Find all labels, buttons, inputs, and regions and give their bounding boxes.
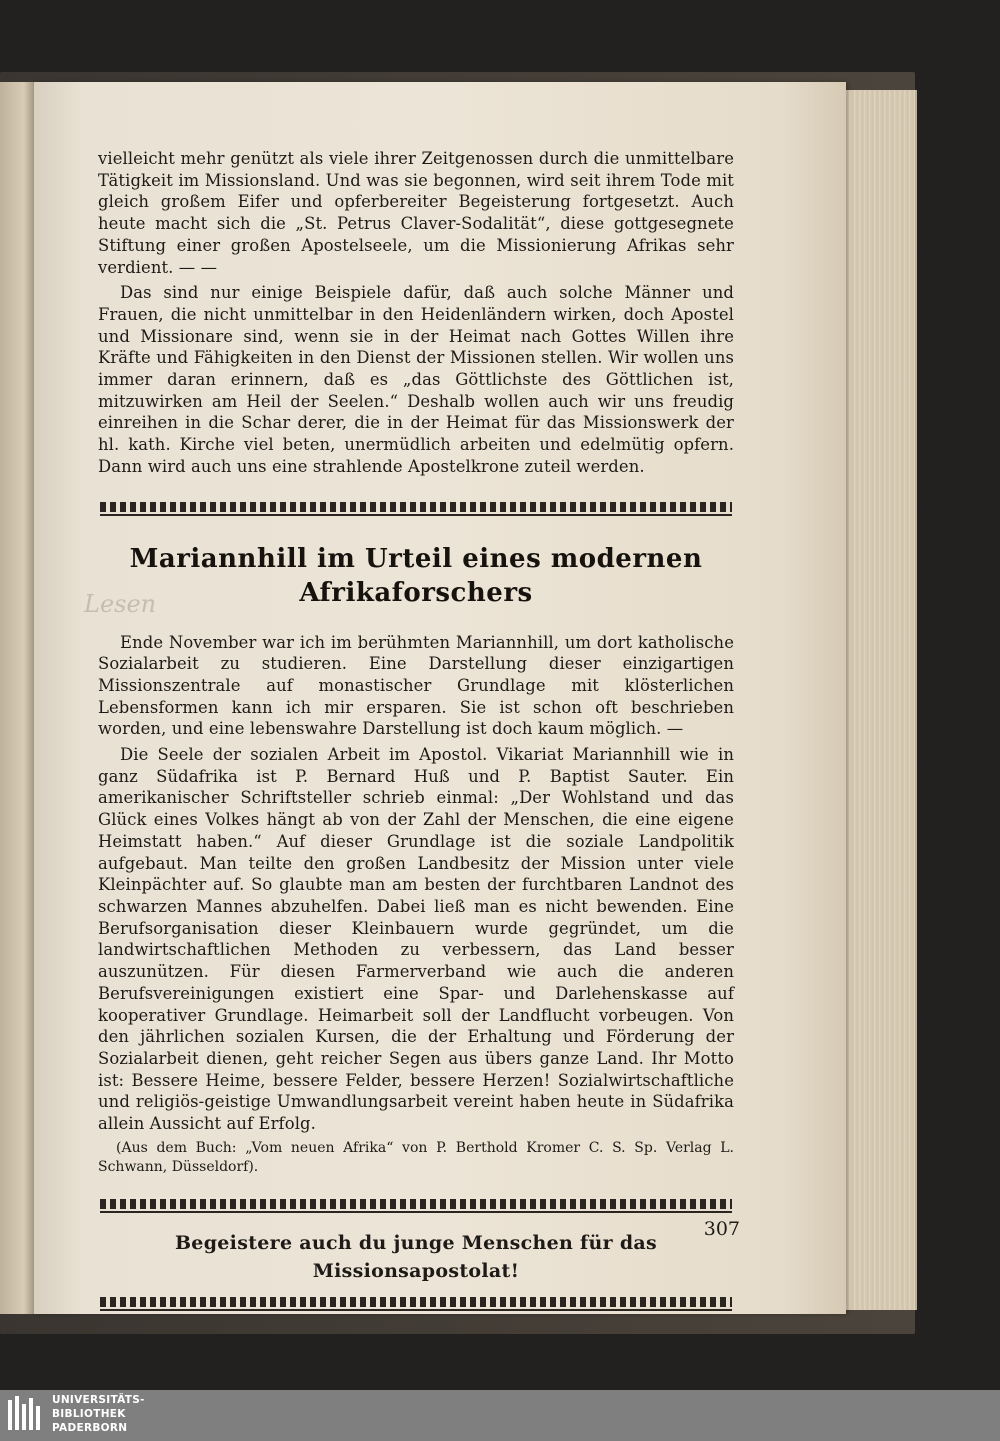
article-paragraph-2: Die Seele der sozialen Arbeit im Apostol. Vikariat Mariannhill wie in ganz Südafrika ist P. Bernard Huß und P. Baptist Sauter. Ein amerikanischer Schriftsteller schrieb einmal: „Der Wohlstand und das Glück eines Volkes hängt ab von der Zahl der Menschen, die eine eigene Heimstatt haben.“ Auf dieser Grundlage ist die soziale Landpolitik aufgebaut. Man teilte den großen Landbesitz der Mission unter viele Kleinpächter auf. So glaubte man am besten der furchtbaren Landnot des schwarzen Mannes abzuhelfen. Dabei ließ man es nicht bewenden. Eine Berufsorganisation dieser Kleinbauern wurde gegründet, um die landwirtschaftlichen Methoden zu verbessern, das Land besser auszunützen. Für diesen Farmerverband wie auch die anderen Berufsvereinigungen existiert eine Spar- und Darlehenskasse auf kooperativer Grundlage. Heimarbeit soll der Landflucht vorbeugen. Von den jährlichen sozialen Kursen, die der Erhaltung und Förderung der Sozialarbeit dienen, geht reicher Segen aus übers ganze Land. Ihr Motto ist: Bessere Heime, bessere Felder, bessere Herzen! Sozialwirtschaftliche und religiös-geistige Umwandlungsarbeit vereint haben heute in Südafrika allein Aussicht auf Erfolg. (98, 745, 734, 1134)
article-heading (98, 542, 734, 610)
intro-paragraph-2: Das sind nur einige Beispiele dafür, daß auch solche Männer und Frauen, die nicht unmittelbar in den Heidenländern wirken, doch Apostel und Missionare sind, wenn sie in der Heimat nach Gottes Willen ihre Kräfte und Fähigkeiten in den Dienst der Missionen stellen. Wir wollen uns immer daran erinnern, daß es „das Göttlichste des Göttlichen ist, mitzuwirken am Heil der Seelen.“ Deshalb wollen auch wir uns freudig einreihen in die Schar derer, die in der Heimat für das Missionswerk der hl. kath. Kirche viel beten, unermüdlich arbeiten und edelmütig opfern. Dann wird auch uns eine strahlende Apostelkrone zuteil werden. (98, 283, 734, 476)
library-name-line-2: BIBLIOTHEK (52, 1408, 126, 1420)
article-paragraph-1: Ende November war ich im berühmten Mariannhill, um dort katholische Sozialarbeit zu studieren. Eine Darstellung dieser einzigartigen Missionszentrale auf monastischer Grundlage mit klösterlichen Lebensformen kann ich mir ersparen. Sie ist schon oft beschrieben worden, und eine lebenswahre Darstellung ist doch kaum möglich. — (98, 632, 734, 739)
library-name-line-3: PADERBORN (52, 1422, 128, 1434)
intro-paragraph-1: vielleicht mehr genützt als viele ihrer Zeitgenossen durch die unmittelbare Tätigkeit im Missionsland. Und was sie begonnen, wird seit ihrem Tode mit gleich großem Eifer und opferbereiter Begeisterung fortgesetzt. Auch heute macht sich die „St. Petrus Claver-Sodalität“, diese gottgesegnete Stiftung einer großen Apostelseele, um die Missionierung Afrikas sehr verdient. — — (98, 149, 734, 277)
page-number: 307 (703, 1218, 740, 1240)
left-page-edge (0, 82, 34, 1314)
pencil-annotation: Lesen (84, 590, 157, 618)
ornament-divider-bottom (100, 1297, 732, 1307)
library-footer-bar (0, 1390, 1000, 1441)
page-content (98, 148, 734, 1307)
article-heading-line-2: Afrikaforschers (299, 577, 533, 608)
article-heading-line-1: Mariannhill im Urteil eines modernen (129, 543, 703, 574)
ornament-divider-middle (100, 1199, 732, 1209)
mission-slogan: Begeistere auch du junge Menschen für das Missionsapostolat! (174, 1231, 658, 1282)
source-note: (Aus dem Buch: „Vom neuen Afrika“ von P. Berthold Kromer C. S. Sp. Verlag L. Schwann, Düsseldorf). (98, 1139, 734, 1175)
library-logo-icon (6, 1394, 46, 1434)
library-name (52, 1393, 145, 1435)
library-name-line-1: UNIVERSITÄTS- (52, 1394, 145, 1406)
ornament-divider-top (100, 502, 732, 512)
